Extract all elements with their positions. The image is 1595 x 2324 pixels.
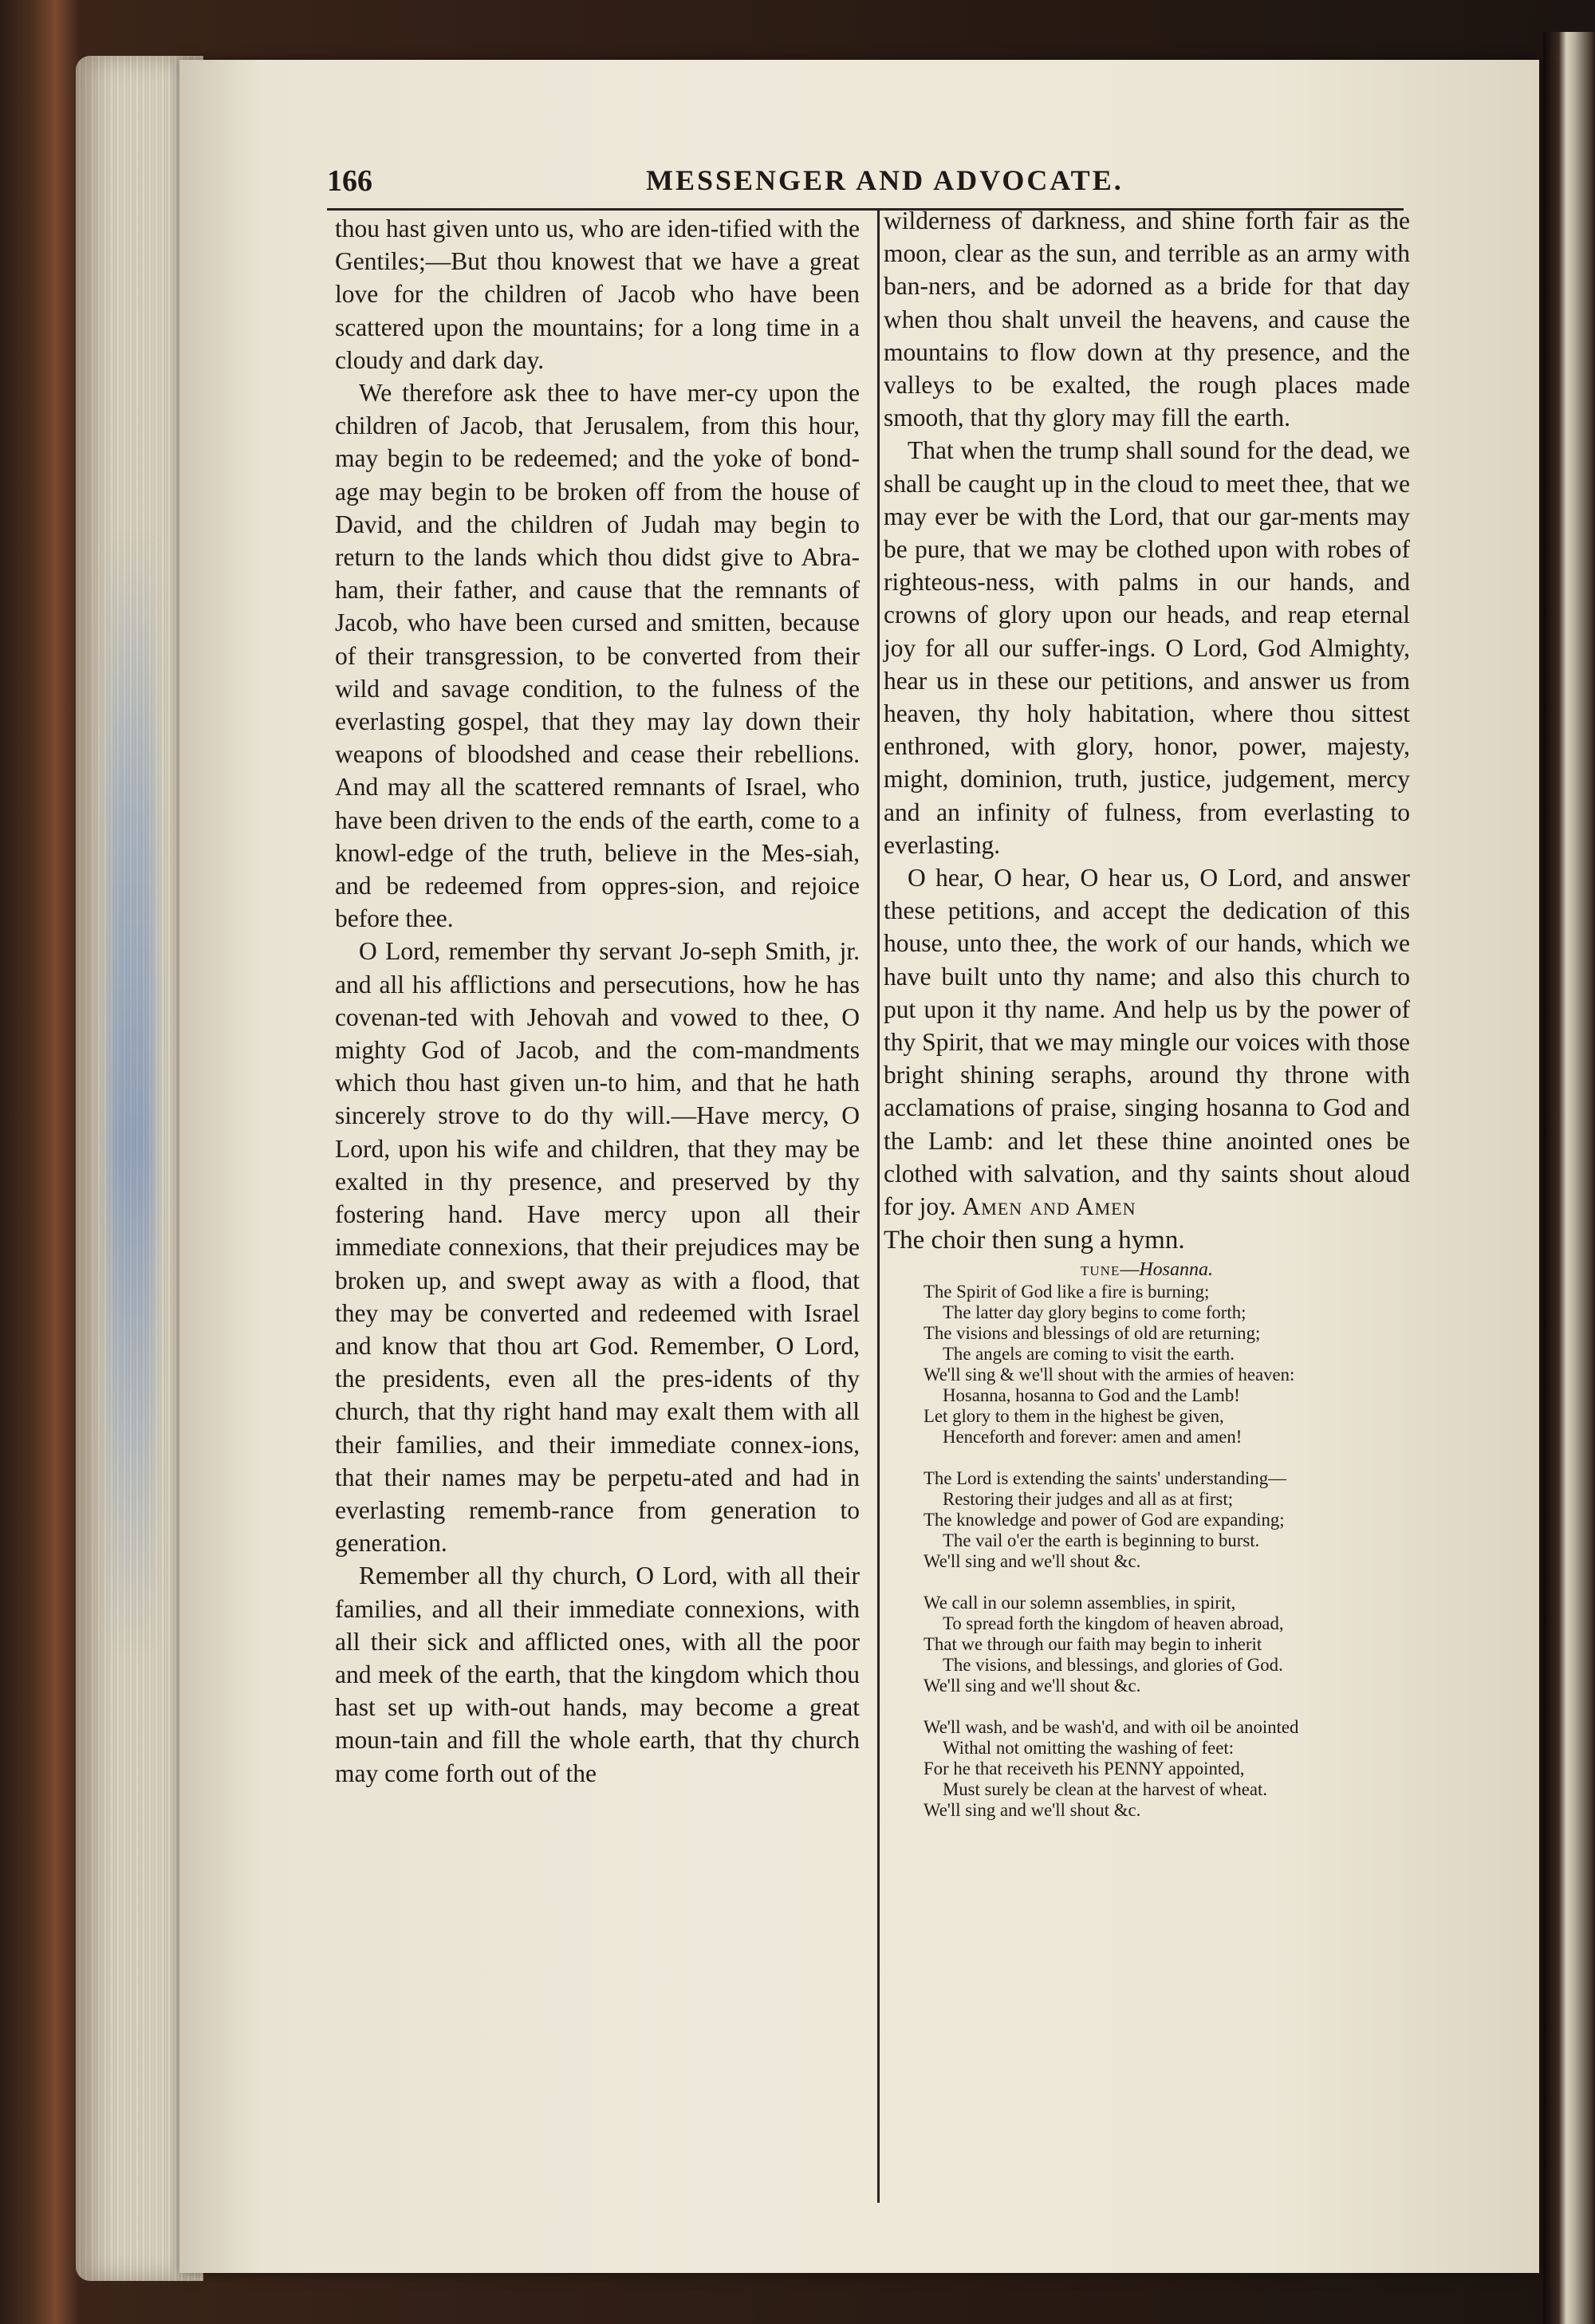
hymn-line: The vail o'er the earth is beginning to burst. (943, 1530, 1260, 1551)
running-head: MESSENGER AND ADVOCATE. (646, 164, 1124, 196)
tune-label: tune (1081, 1259, 1120, 1281)
tune-name: Hosanna. (1139, 1259, 1213, 1281)
hymn-line: Restoring their judges and all as at first; (943, 1489, 1234, 1510)
hymn-line: The visions, and blessings, and glories of God. (943, 1655, 1283, 1676)
hymn-line: Hosanna, hosanna to God and the Lamb! (943, 1385, 1240, 1406)
page-number: 166 (327, 164, 372, 198)
hymn-line: The visions and blessings of old are returning; (924, 1323, 1261, 1344)
paragraph: That when the trump shall sound for the dead, we shall be caught up in the cloud to meet thee, that we may ever be with the Lord, that our gar-ments may be pure, that we may be clothed upon with robes of righteous-ness, with palms in our hands, and crowns of glory upon our heads, and reap eternal joy for all our suffer-ings. O Lord, God Almighty, hear us in these our petitions, and answer us from heaven, thy holy habitation, where thou sittest enthroned, with glory, honor, power, majesty, might, dominion, truth, justice, judgement, mercy and an infinity of fulness, from everlasting to everlasting. (884, 436, 1410, 859)
hymn-line: To spread forth the kingdom of heaven abroad, (943, 1613, 1284, 1634)
hymn-line: We call in our solemn assemblies, in spirit, (924, 1593, 1236, 1613)
hymn-line: The knowledge and power of God are expanding; (924, 1510, 1285, 1530)
hymn-line: We'll wash, and be wash'd, and with oil be anointed (924, 1717, 1299, 1738)
paragraph-text: O hear, O hear, O hear us, O Lord, and answer these petitions, and accept the dedication of this house, unto thee, the work of our hands, which we have built unto thy name; and also this church to put upon it thy name. And help us by the power of thy Spirit, that we may mingle our voices with those bright shining seraphs, around thy throne with acclamations of praise, singing hosanna to God and the Lamb: and let these thine anointed ones be clothed with salvation, and thy saints shout aloud for joy. (884, 864, 1410, 1221)
hymn-line: The Lord is extending the saints' understanding— (924, 1468, 1286, 1489)
hymn-line: Henceforth and forever: amen and amen! (943, 1427, 1243, 1448)
hymn-line: The Spirit of God like a fire is burning; (924, 1282, 1210, 1302)
binding-gutter (1543, 32, 1595, 2324)
hymn-line: The latter day glory begins to come forth; (943, 1302, 1246, 1323)
hymn-line: We'll sing and we'll shout &c. (924, 1676, 1141, 1696)
hymn (924, 1282, 1434, 1821)
hymn-line: We'll sing and we'll shout &c. (924, 1800, 1141, 1821)
hymn-stanza (924, 1468, 1434, 1572)
choir-note: The choir then sung a hymn. (884, 1226, 1185, 1255)
paragraph: O Lord, remember thy servant Jo-seph Smith, jr. and all his afflictions and persecutions, how he has covenan-ted with Jehovah and vowed to thee, O mighty God of Jacob, and the com-mandments which thou hast given un-to him, and that he hath sincerely strove to do thy will.—Have mercy, O Lord, upon his wife and children, that they may be exalted in thy presence, and preserved by thy fostering hand. Have mercy upon all their immediate connexions, that their prejudices may be broken up, and swept away as with a flood, that they may be converted and redeemed with Israel and know that thou art God. Remember, O Lord, the presidents, even all the pres-idents of thy church, that thy right hand may exalt them with all their families, and their immediate connex-ions, that their names may be perpetu-ated and had in everlasting rememb-rance from generation to generation. (335, 937, 860, 1558)
hymn-line: That we through our faith may begin to inherit (924, 1634, 1262, 1655)
tune-line: tune—Hosanna. (1081, 1259, 1213, 1281)
paragraph: Remember all thy church, O Lord, with all their families, and all their immediate connexions, with all their sick and afflicted ones, with all the poor and meek of the earth, that the kingdom which thou hast set up with-out hands, may become a great moun-tain and fill the whole earth, that thy church may come forth out of the (335, 1562, 860, 1787)
paragraph (884, 861, 1410, 1223)
hymn-line: We'll sing and we'll shout &c. (924, 1551, 1141, 1572)
hymn-stanza (924, 1282, 1434, 1448)
hymn-stanza (924, 1593, 1434, 1696)
amen-closing: Amen and Amen (962, 1192, 1136, 1221)
hymn-line: For he that receiveth his PENNY appointed, (924, 1759, 1245, 1779)
paragraph: wilderness of darkness, and shine forth fair as the moon, clear as the sun, and terrible as an army with ban-ners, and be adorned as a bride for that day when thou shalt unveil the heavens, and cause the mountains to flow down at thy presence, and the valleys to be exalted, the rough places made smooth, that thy glory may fill the earth. (884, 207, 1410, 432)
hymn-stanza (924, 1717, 1434, 1821)
left-column (335, 212, 860, 1790)
hymn-line: Withal not omitting the washing of feet: (943, 1738, 1235, 1759)
hymn-line: We'll sing & we'll shout with the armies of heaven: (924, 1365, 1295, 1385)
hymn-line: Must surely be clean at the harvest of wheat. (943, 1779, 1268, 1800)
right-column (884, 204, 1410, 1841)
paragraph: thou hast given unto us, who are iden-tified with the Gentiles;—But thou knowest that we have a great love for the children of Jacob who have been scattered upon the mountains; for a long time in a cloudy and dark day. (335, 215, 860, 374)
hymn-line: Let glory to them in the highest be given, (924, 1406, 1224, 1427)
paragraph: We therefore ask thee to have mer-cy upon the children of Jacob, that Jerusalem, from this hour, may begin to be redeemed; and the yoke of bond-age may begin to be broken off from the house of David, and the children of Judah may begin to return to the lands which thou didst give to Abra-ham, their father, and cause that the remnants of Jacob, who have been cursed and smitten, because of their transgression, to be converted from their wild and savage condition, to the fulness of the everlasting gospel, that they may lay down their weapons of bloodshed and cease their rebellions. And may all the scattered remnants of Israel, who have been driven to the ends of the earth, come to a knowl-edge of the truth, believe in the Mes-siah, and be redeemed from oppres-sion, and rejoice before thee. (335, 379, 860, 933)
column-rule (877, 209, 880, 2203)
hymn-line: The angels are coming to visit the earth. (943, 1344, 1235, 1365)
